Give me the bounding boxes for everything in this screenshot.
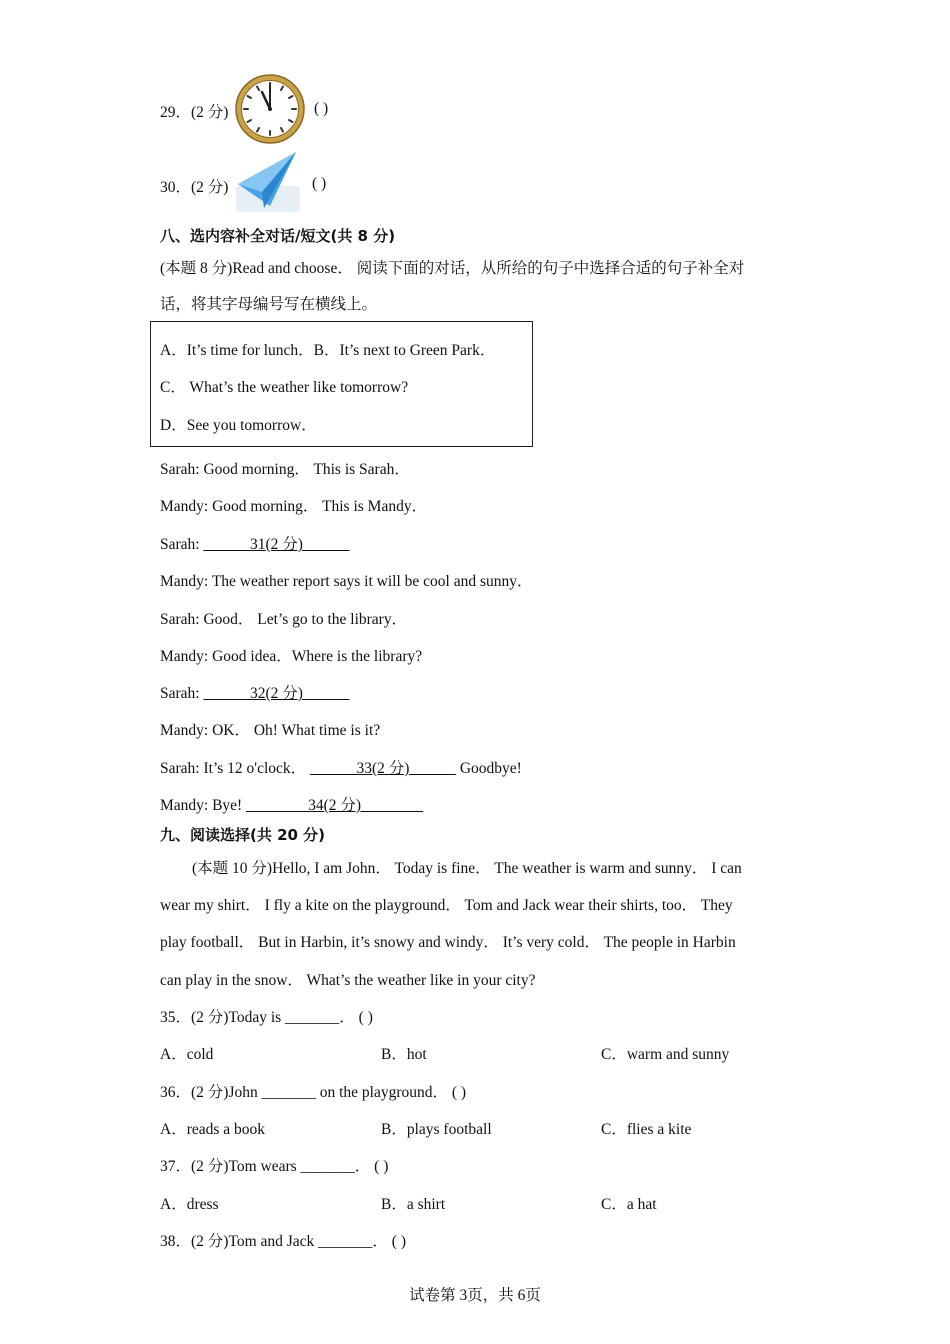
question-36-option-c[interactable]: C．flies a kite xyxy=(601,1121,692,1138)
question-30 xyxy=(160,175,228,197)
question-37-stem: 37．(2 分)Tom wears _______． ( ) xyxy=(160,1158,389,1175)
question-29-answer-paren: ( ) xyxy=(314,100,329,117)
question-37-option-a[interactable]: A．dress xyxy=(160,1196,219,1213)
dialogue-line-9 xyxy=(160,756,522,778)
paper-plane-icon xyxy=(234,150,302,214)
question-35-stem: 35．(2 分)Today is _______． ( ) xyxy=(160,1009,373,1026)
dialogue-line-6: Mandy: Good idea．Where is the library? xyxy=(160,648,423,665)
dialogue-line-10 xyxy=(160,793,423,815)
section-8-title: 八、选内容补全对话/短文(共 8 分) xyxy=(160,227,396,245)
dialogue-line-4: Mandy: The weather report says it will be cool and sunny． xyxy=(160,573,533,590)
question-35-option-b[interactable]: B．hot xyxy=(381,1046,427,1063)
question-30-answer-paren: ( ) xyxy=(312,175,327,192)
question-37-option-b[interactable]: B．a shirt xyxy=(381,1196,446,1213)
blank-34[interactable]: ________34(2 分)________ xyxy=(246,797,424,814)
passage-line-1: (本题 10 分)Hello, I am John． Today is fine． The weather is warm and sunny． I can xyxy=(192,860,742,877)
options-box-line-3: D．See you tomorrow． xyxy=(160,417,317,434)
options-box-line-1: A．It’s time for lunch．B．It’s next to Green Park． xyxy=(160,342,496,359)
blank-33[interactable]: ______33(2 分)______ xyxy=(310,760,456,777)
blank-32[interactable]: ______32(2 分)______ xyxy=(203,685,350,702)
section-8-instruction-1: (本题 8 分)Read and choose． 阅读下面的对话，从所给的句子中选择合适的句子补全对 xyxy=(160,260,745,277)
section-8-instruction-2: 话，将其字母编号写在横线上。 xyxy=(160,296,378,313)
page-footer: 试卷第 3页，共 6页 xyxy=(409,1287,541,1304)
dialogue-speaker: Sarah: xyxy=(160,536,204,553)
question-36-stem: 36．(2 分)John _______ on the playground． ( ) xyxy=(160,1084,467,1101)
dialogue-text: Mandy: Bye! xyxy=(160,797,247,814)
dialogue-line-2: Mandy: Good morning． This is Mandy． xyxy=(160,498,428,515)
question-29 xyxy=(160,100,228,122)
dialogue-text: Sarah: It’s 12 o'clock． xyxy=(160,760,311,777)
question-38-stem: 38．(2 分)Tom and Jack _______． ( ) xyxy=(160,1233,407,1250)
question-37-option-c[interactable]: C．a hat xyxy=(601,1196,657,1213)
dialogue-line-1: Sarah: Good morning． This is Sarah． xyxy=(160,461,410,478)
dialogue-line-3 xyxy=(160,532,349,554)
question-35-option-c[interactable]: C．warm and sunny xyxy=(601,1046,730,1063)
options-box-line-2: C． What’s the weather like tomorrow? xyxy=(160,379,409,396)
dialogue-text: Goodbye! xyxy=(455,760,522,777)
blank-31[interactable]: ______31(2 分)______ xyxy=(203,536,350,553)
dialogue-line-5: Sarah: Good． Let’s go to the library． xyxy=(160,611,408,628)
dialogue-speaker: Sarah: xyxy=(160,685,204,702)
question-29-label: 29．(2 分) xyxy=(160,104,229,121)
dialogue-line-8: Mandy: OK． Oh! What time is it? xyxy=(160,722,381,739)
question-35-option-a[interactable]: A．cold xyxy=(160,1046,214,1063)
passage-line-2: wear my shirt． I fly a kite on the playground． Tom and Jack wear their shirts, too． They xyxy=(160,897,733,914)
passage-line-3: play football． But in Harbin, it’s snowy and windy． It’s very cold． The people in Harbin xyxy=(160,934,736,951)
question-36-option-a[interactable]: A．reads a book xyxy=(160,1121,266,1138)
dialogue-line-7 xyxy=(160,681,349,703)
passage-line-4: can play in the snow． What’s the weather like in your city? xyxy=(160,972,536,989)
clock-icon xyxy=(234,73,306,145)
question-30-label: 30．(2 分) xyxy=(160,179,229,196)
section-9-title: 九、阅读选择(共 20 分) xyxy=(160,826,326,844)
question-36-option-b[interactable]: B．plays football xyxy=(381,1121,492,1138)
